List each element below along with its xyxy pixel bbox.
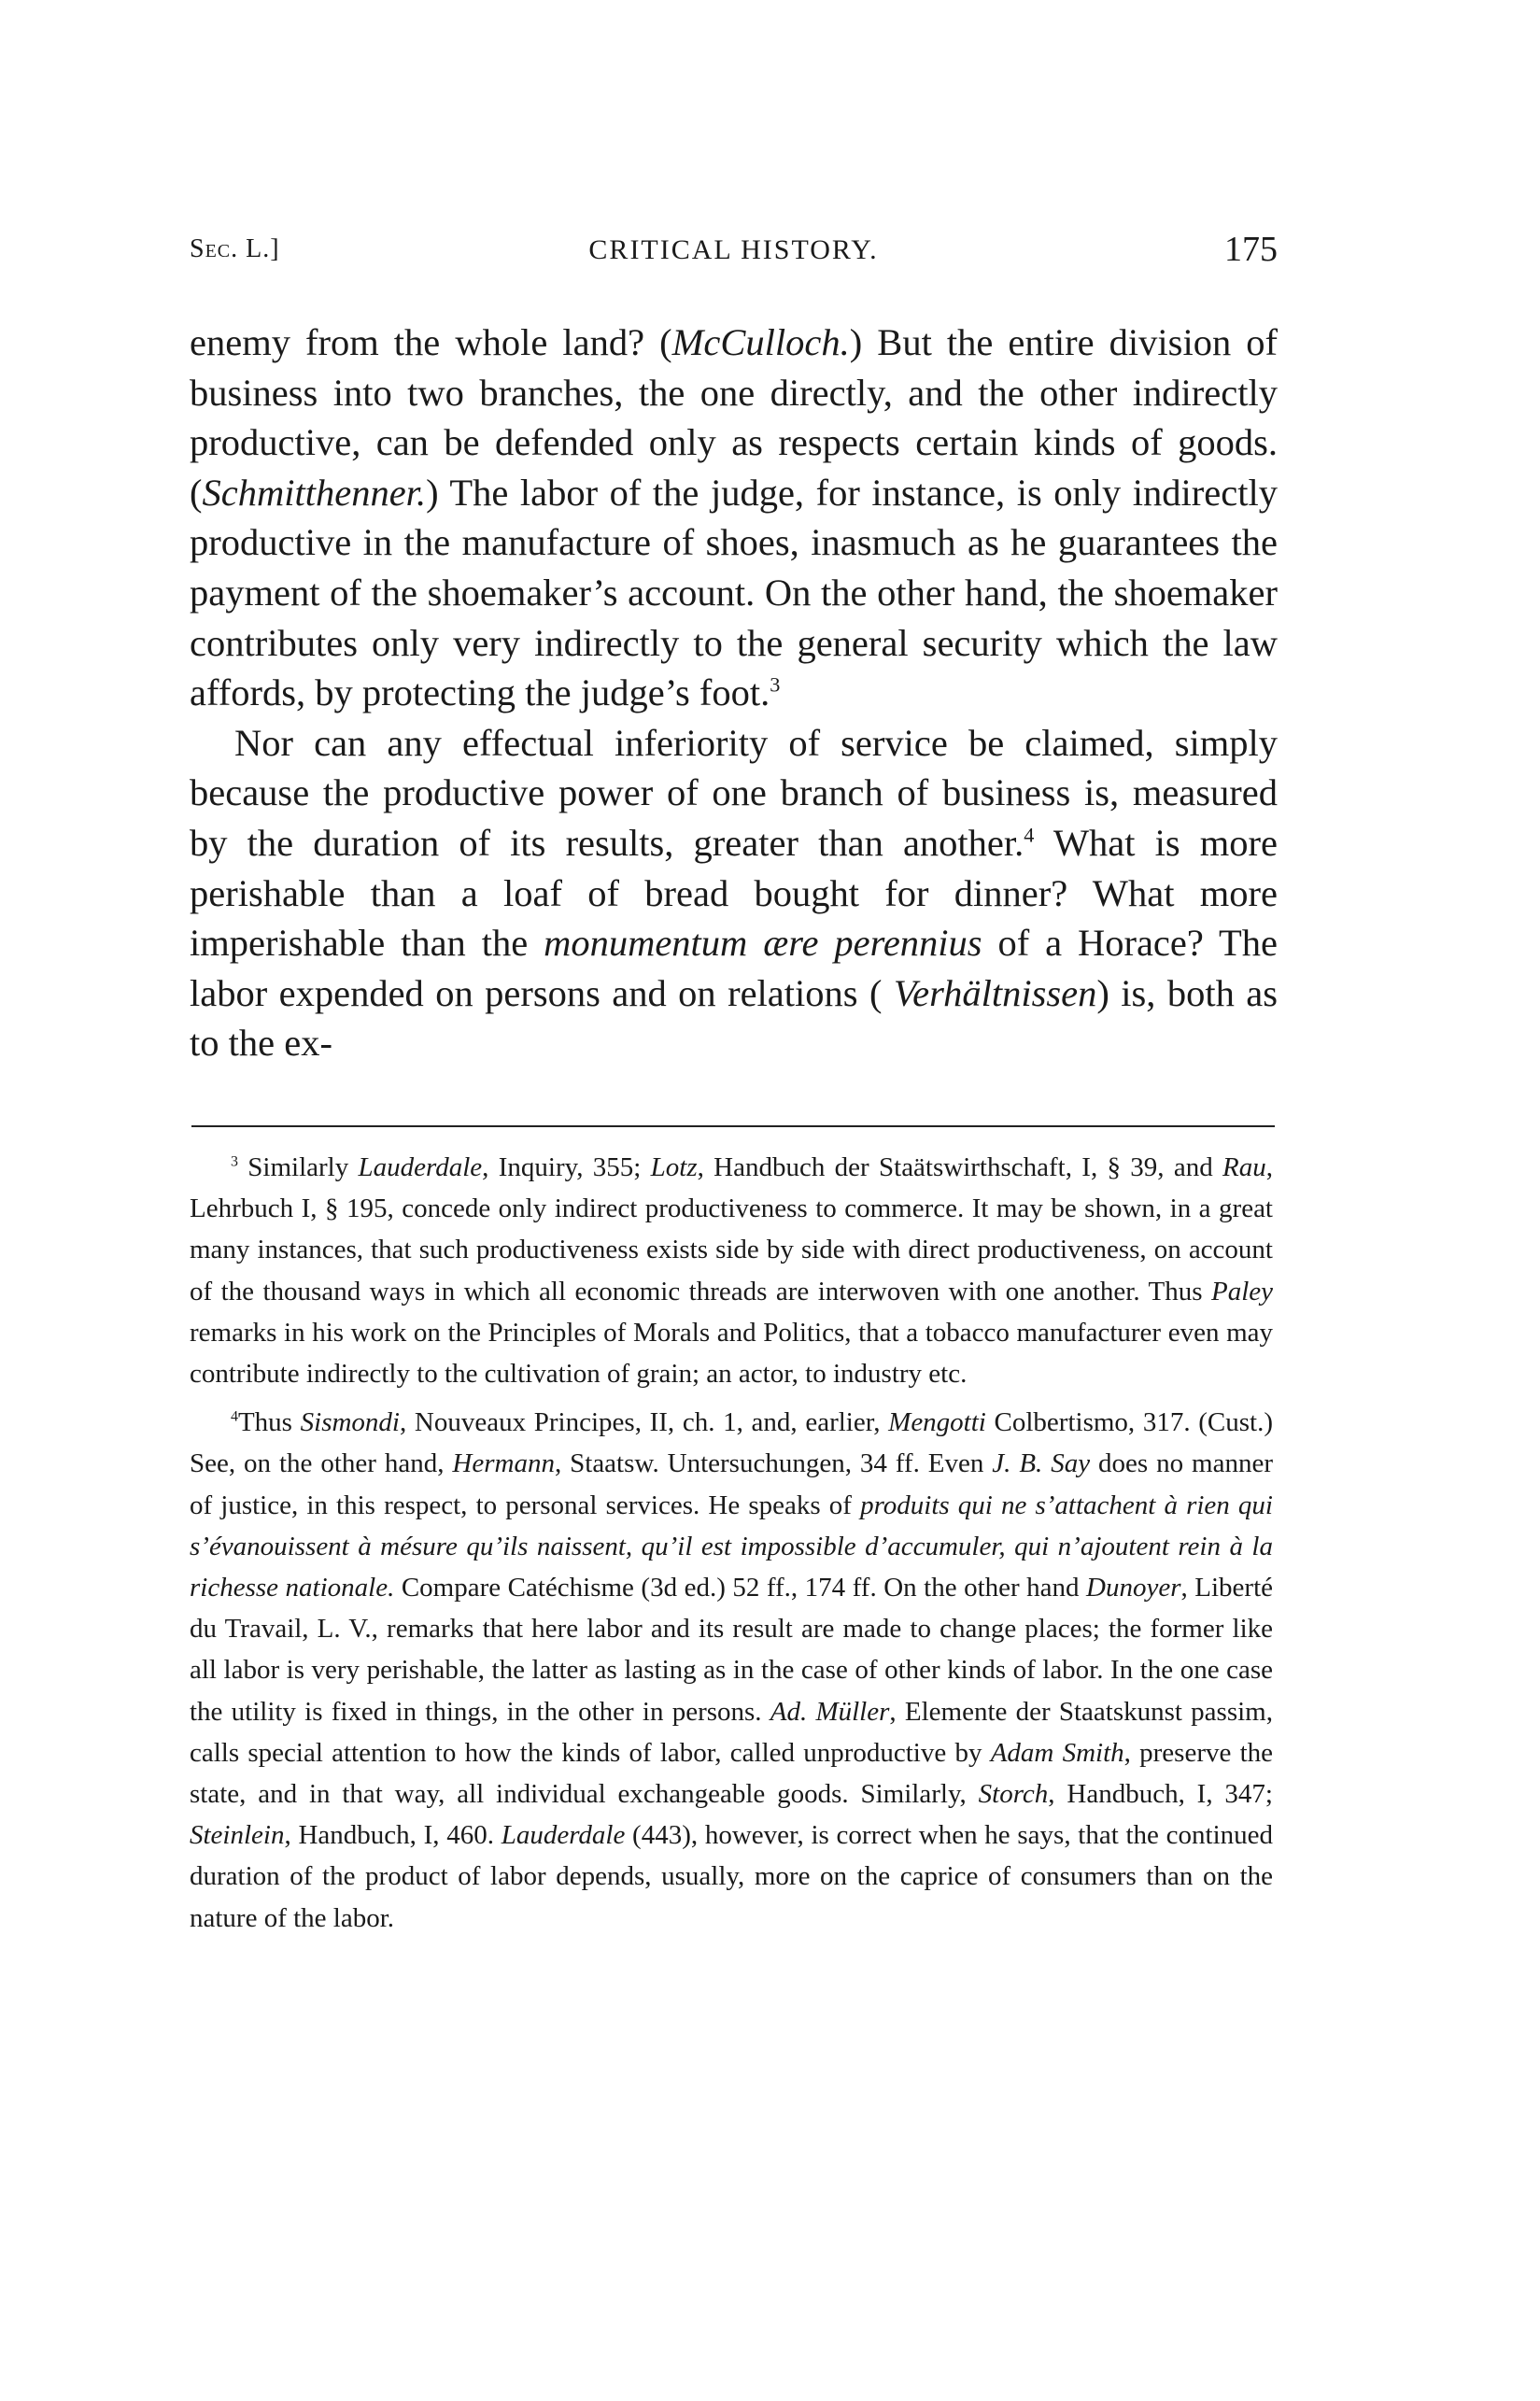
italic-text: Adam Smith	[990, 1737, 1124, 1768]
text-run: does no manner of justice, in this respect, to personal services. He speaks of	[190, 1448, 1273, 1520]
italic-text: Sismondi	[300, 1407, 400, 1438]
paragraph-nor-can-any	[190, 718, 1278, 1068]
text-run: ) The labor of the judge, for instance, is only indirectly productive in the manufacture of shoes, inasmuch as he guarantees the payment of the shoemaker’s account. On the other hand, the shoemaker contributes only very indirectly to the general security which the law affords, by protecting the judge’s foot.	[190, 471, 1278, 714]
running-head	[190, 229, 1278, 269]
footnotes	[190, 1147, 1273, 1939]
italic-text: Dunoyer	[1086, 1573, 1181, 1603]
section-marker: Sec. L.]	[190, 234, 280, 263]
text-run: (443), however, is correct when he says, that the continued duration of the product of labor depends, usually, more on the caprice of consumers than on the nature of the labor.	[190, 1820, 1273, 1933]
main-text	[190, 318, 1278, 1068]
running-title: CRITICAL HISTORY.	[588, 234, 879, 265]
text-run: Colbertismo, 317. (Cust.) See, on the other hand,	[190, 1407, 1274, 1479]
italic-text: Rau	[1222, 1152, 1266, 1182]
footnote-marker: 3	[231, 1153, 238, 1170]
paragraph-continued	[190, 318, 1278, 718]
text-run: of a Horace? The labor expended on persons and on relations (	[190, 922, 1278, 1014]
italic-text: Storch	[978, 1779, 1049, 1810]
footnote-4	[190, 1402, 1273, 1939]
italic-text: Schmitthenner.	[202, 471, 427, 514]
footnote-divider	[191, 1125, 1275, 1127]
footnote-marker: 4	[231, 1408, 238, 1425]
text-run: ) is, both as to the ex-	[190, 971, 1278, 1065]
italic-text: Paley	[1210, 1276, 1273, 1306]
italic-text: Lotz	[650, 1152, 698, 1182]
text-run: ) But the entire division of business into two branches, the one directly, and the other indirectly productive, can be defended only as respects certain kinds of goods. (	[190, 321, 1278, 514]
italic-text: Mengotti	[888, 1407, 986, 1438]
italic-text: McCulloch.	[671, 321, 850, 363]
italic-text: Lauderdale	[501, 1820, 626, 1851]
text-run: , Nouveaux Principes, II, ch. 1, and, earlier,	[399, 1407, 889, 1438]
italic-text: Verhältnissen	[893, 971, 1097, 1014]
text-run: Nor can any effectual inferiority of service be claimed, simply because the productive power of one branch of business is, measured by the duration of its results, greater than another.	[190, 721, 1278, 864]
text-run: , Lehrbuch I, § 195, concede only indirect productiveness to commerce. It may be shown, in a great many instances, that such productiveness exists side by side with direct productiveness, on account of the thousand ways in which all economic threads are interwoven with one another. Thus	[190, 1152, 1273, 1306]
text-run: , preserve the state, and in that way, all individual exchangeable goods. Similarly,	[190, 1737, 1274, 1810]
text-run: enemy from the whole land? (	[190, 321, 672, 363]
italic-text: Steinlein	[190, 1820, 285, 1851]
italic-text: Lauderdale	[358, 1152, 483, 1182]
text-run: Thus	[237, 1407, 301, 1438]
text-run: What is more perishable than a loaf of bread bought for dinner? What more imperishable than the	[190, 821, 1278, 965]
text-run: , Inquiry, 355;	[482, 1152, 651, 1182]
italic-text: produits qui ne s’attachent à rien qui s’évanouissent à mésure qu’ils naissent, qu’il est impossible d’accumuler, qui n’ajoutent rein à la richesse nationale.	[190, 1490, 1273, 1603]
footnote-marker: 4	[1024, 823, 1035, 847]
footnote-marker: 3	[770, 672, 781, 697]
text-run: , Handbuch, I, 460.	[284, 1820, 502, 1851]
text-run: , Staatsw. Untersuchungen, 34 ff. Even	[554, 1448, 993, 1479]
italic-text: Ad. Müller	[770, 1696, 890, 1727]
text-run: , Elemente der Staatskunst passim, calls special attention to how the kinds of labor, called unproductive by	[190, 1696, 1273, 1768]
text-run: remarks in his work on the Principles of Morals and Politics, that a tobacco manufacturer even may contribute indirectly to the cultivation of grain; an actor, to industry etc.	[190, 1317, 1273, 1390]
italic-text: monumentum ære perennius	[544, 922, 982, 965]
text-run: Similarly	[237, 1152, 359, 1182]
italic-text: J. B. Say	[992, 1448, 1091, 1479]
text-run: , Liberté du Travail, L. V., remarks that here labor and its result are made to change places; the former like all labor is very perishable, the latter as lasting as in the case of other kinds of labor. In the one case the utility is fixed in things, in the other in persons.	[190, 1573, 1273, 1727]
italic-text: Hermann	[452, 1448, 555, 1479]
footnote-3	[190, 1147, 1273, 1394]
text-run: , Handbuch der Staätswirthschaft, I, § 39, and	[697, 1152, 1223, 1182]
page-number: 175	[1224, 230, 1278, 269]
text-run: Compare Catéchisme (3d ed.) 52 ff., 174 ff. On the other hand	[394, 1573, 1087, 1603]
text-run: , Handbuch, I, 347;	[1048, 1779, 1273, 1810]
